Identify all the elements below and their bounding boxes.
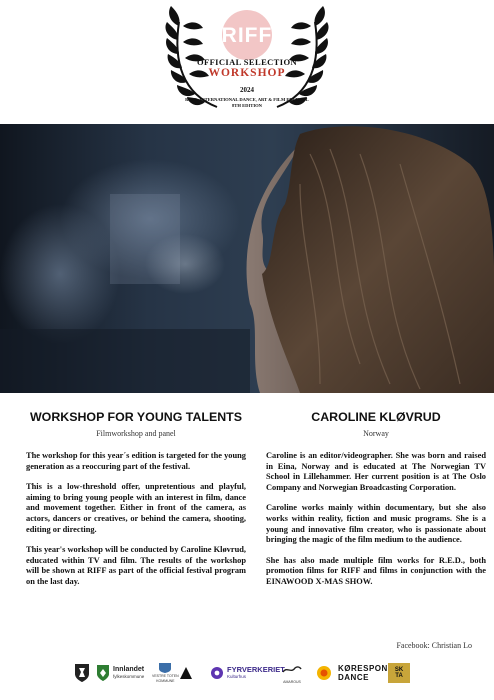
municipality-crest-icon	[157, 662, 173, 674]
innlandet-logo	[96, 662, 144, 684]
instructor-paragraph: Caroline works mainly within documentary, but she also works within reality, fiction and music programs. She is a young and innovative film creator, who is passionate about bringing the magic of the film medium to the audience.	[266, 503, 486, 545]
instructor-paragraph: She has also made multiple film works for R.E.D., both promotion films for RIFF and films in conjunction with the EINAWOOD X-MAS SHOW.	[266, 555, 486, 586]
sun-logo	[316, 662, 332, 684]
year-label: 2024	[240, 86, 254, 94]
amarous-name: AMAROUS	[283, 680, 301, 684]
sponsor-logos	[70, 660, 478, 686]
amarous-logo	[282, 662, 302, 684]
sun-icon	[316, 665, 332, 681]
edition-label: 8TH EDITION	[232, 103, 262, 108]
korespon-name: KØRESPON	[338, 664, 388, 673]
black-shape-logo	[178, 662, 194, 684]
workshop-label: WORKSHOP	[208, 67, 286, 79]
portrait-illustration	[0, 124, 494, 393]
workshop-paragraph: This year's workshop will be conducted by Caroline Kløvrud, educated within TV and film. The results of the workshop will be shown at RIFF as part of the official festival program on the last day.	[26, 545, 246, 586]
fyrverkeriet-subname: Kulturhus	[227, 674, 247, 679]
black-triangle-icon	[178, 665, 194, 681]
workshop-paragraph: This is a low-threshold offer, unpretentious and playful, aiming to bring young people with an interest in film, dance and movement together. Either in front of the camera, as actors, dancers or creatives, or behind the camera, shooting, editing or directing.	[26, 482, 246, 534]
skta-name: SK	[394, 667, 404, 673]
workshop-column	[26, 410, 246, 588]
firework-icon	[210, 666, 224, 680]
official-selection-label: OFFICIAL SELECTION	[196, 57, 297, 67]
innlandet-subname: fylkeskommune	[113, 674, 145, 679]
wave-icon	[282, 665, 302, 675]
vestre-toten-name: VESTRE TOTEN	[152, 674, 179, 678]
instructor-column	[266, 410, 486, 588]
instructor-name: CAROLINE KLØVRUD	[311, 410, 441, 424]
innlandet-name: Innlandet	[113, 666, 145, 673]
festival-name: R.E.D. INTERNATIONAL DANCE, ART & FILM FESTIVAL	[185, 97, 309, 102]
instructor-paragraph: Caroline is an editor/videographer. She was born and raised in Eina, Norway and is educated at The Norwegian TV School in Lillehammer. Her current position is at The Oslo Company and Norwegian Broadcasting Corporation.	[266, 451, 486, 492]
lion-crest-icon	[74, 663, 90, 683]
workshop-subtitle: Filmworkshop and panel	[96, 429, 176, 438]
korespon-subname: DANCE	[338, 673, 369, 682]
workshop-title: WORKSHOP FOR YOUNG TALENTS	[29, 410, 243, 424]
vestre-toten-logo	[152, 662, 179, 684]
photo-credit: Facebook: Christian Lo	[396, 641, 472, 650]
festival-badge-header	[0, 0, 494, 124]
skta-subname: TA	[395, 673, 403, 679]
fyrverkeriet-name: FYRVERKERIET	[227, 665, 285, 674]
instructor-country: Norway	[363, 429, 389, 438]
workshop-paragraph: The workshop for this year´s edition is targeted for the young generation as a reoccuring part of the festival.	[26, 451, 246, 471]
innlandet-shield-icon	[96, 664, 110, 682]
vestre-toten-subname: KOMMUNE	[156, 679, 175, 683]
korespon-dance-logo	[338, 662, 388, 684]
riff-logo: RIFF	[221, 24, 273, 47]
fyrverkeriet-logo	[210, 662, 285, 684]
portrait-photo	[0, 124, 494, 393]
skta-logo	[388, 662, 410, 684]
coat-of-arms-logo	[74, 662, 90, 684]
